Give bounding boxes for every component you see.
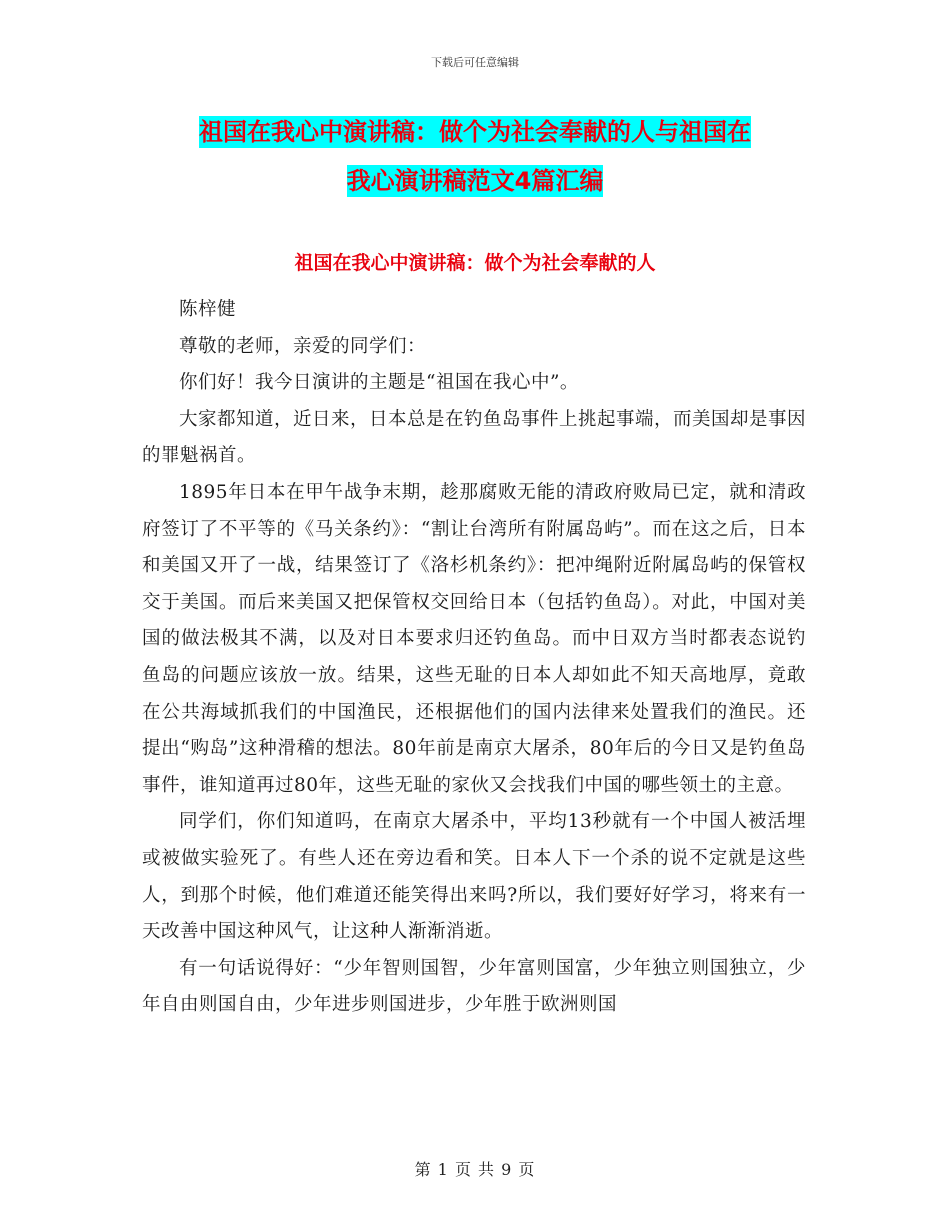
greeting-paragraph: 你们好！我今日演讲的主题是“祖国在我心中”。 [179,372,579,394]
page-footer: 第 1 页 共 9 页 [414,1160,536,1179]
body-paragraph: 1895年日本在甲午战争末期，趁那腐败无能的清政府败局已定，就和清政府签订了不平等的《马关条约》：“割让台湾所有附属岛屿”。而在这之后，日本和美国又开了一战，结果签订了《洛杉机条约》：把冲绳附近附属岛屿的保管权交于美国。而后来美国又把保管权交回给日本（包括钓鱼岛）。对此，中国对美国的做法极其不满，以及对日本要求归还钓鱼岛。而中日双方当时都表态说钓鱼岛的问题应该放一放。结果，这些无耻的日本人却如此不知天高地厚，竟敢在公共海域抓我们的中国渔民，还根据他们的国内法律来处置我们的渔民。还提出“购岛”这种滑稽的想法。80年前是南京大屠杀，80年后的今日又是钓鱼岛事件，谁知道再过80年，这些无耻的家伙又会找我们中国的哪些领土的主意。 [142,481,806,796]
body-paragraph: 有一句话说得好：“少年智则国智，少年富则国富，少年独立则国独立，少年自由则国自由，少年进步则国进步，少年胜于欧洲则国 [142,957,806,1016]
title-line-1: 祖国在我心中演讲稿：做个为社会奉献的人与祖国在 [199,118,751,146]
body-paragraph: 大家都知道，近日来，日本总是在钓鱼岛事件上挑起事端，而美国却是事因的罪魁祸首。 [142,408,807,467]
body-paragraph: 同学们，你们知道吗，在南京大屠杀中，平均13秒就有一个中国人被活埋或被做实验死了。有些人还在旁边看和笑。日本人下一个杀的说不定就是这些人，到那个时候，他们难道还能笑得出来吗?所以，我们要好好学习，将来有一天改善中国这种风气，让这种人渐渐消逝。 [142,811,806,943]
document-body [142,292,806,1024]
salutation: 尊敬的老师，亲爱的同学们： [179,335,427,357]
page-header: 下载后可任意编辑 [431,56,519,69]
section-title: 祖国在我心中演讲稿：做个为社会奉献的人 [294,252,656,274]
author-name: 陈梓健 [179,299,237,320]
document-title [140,108,810,206]
title-line-2: 我心演讲稿范文4篇汇编 [346,167,604,195]
